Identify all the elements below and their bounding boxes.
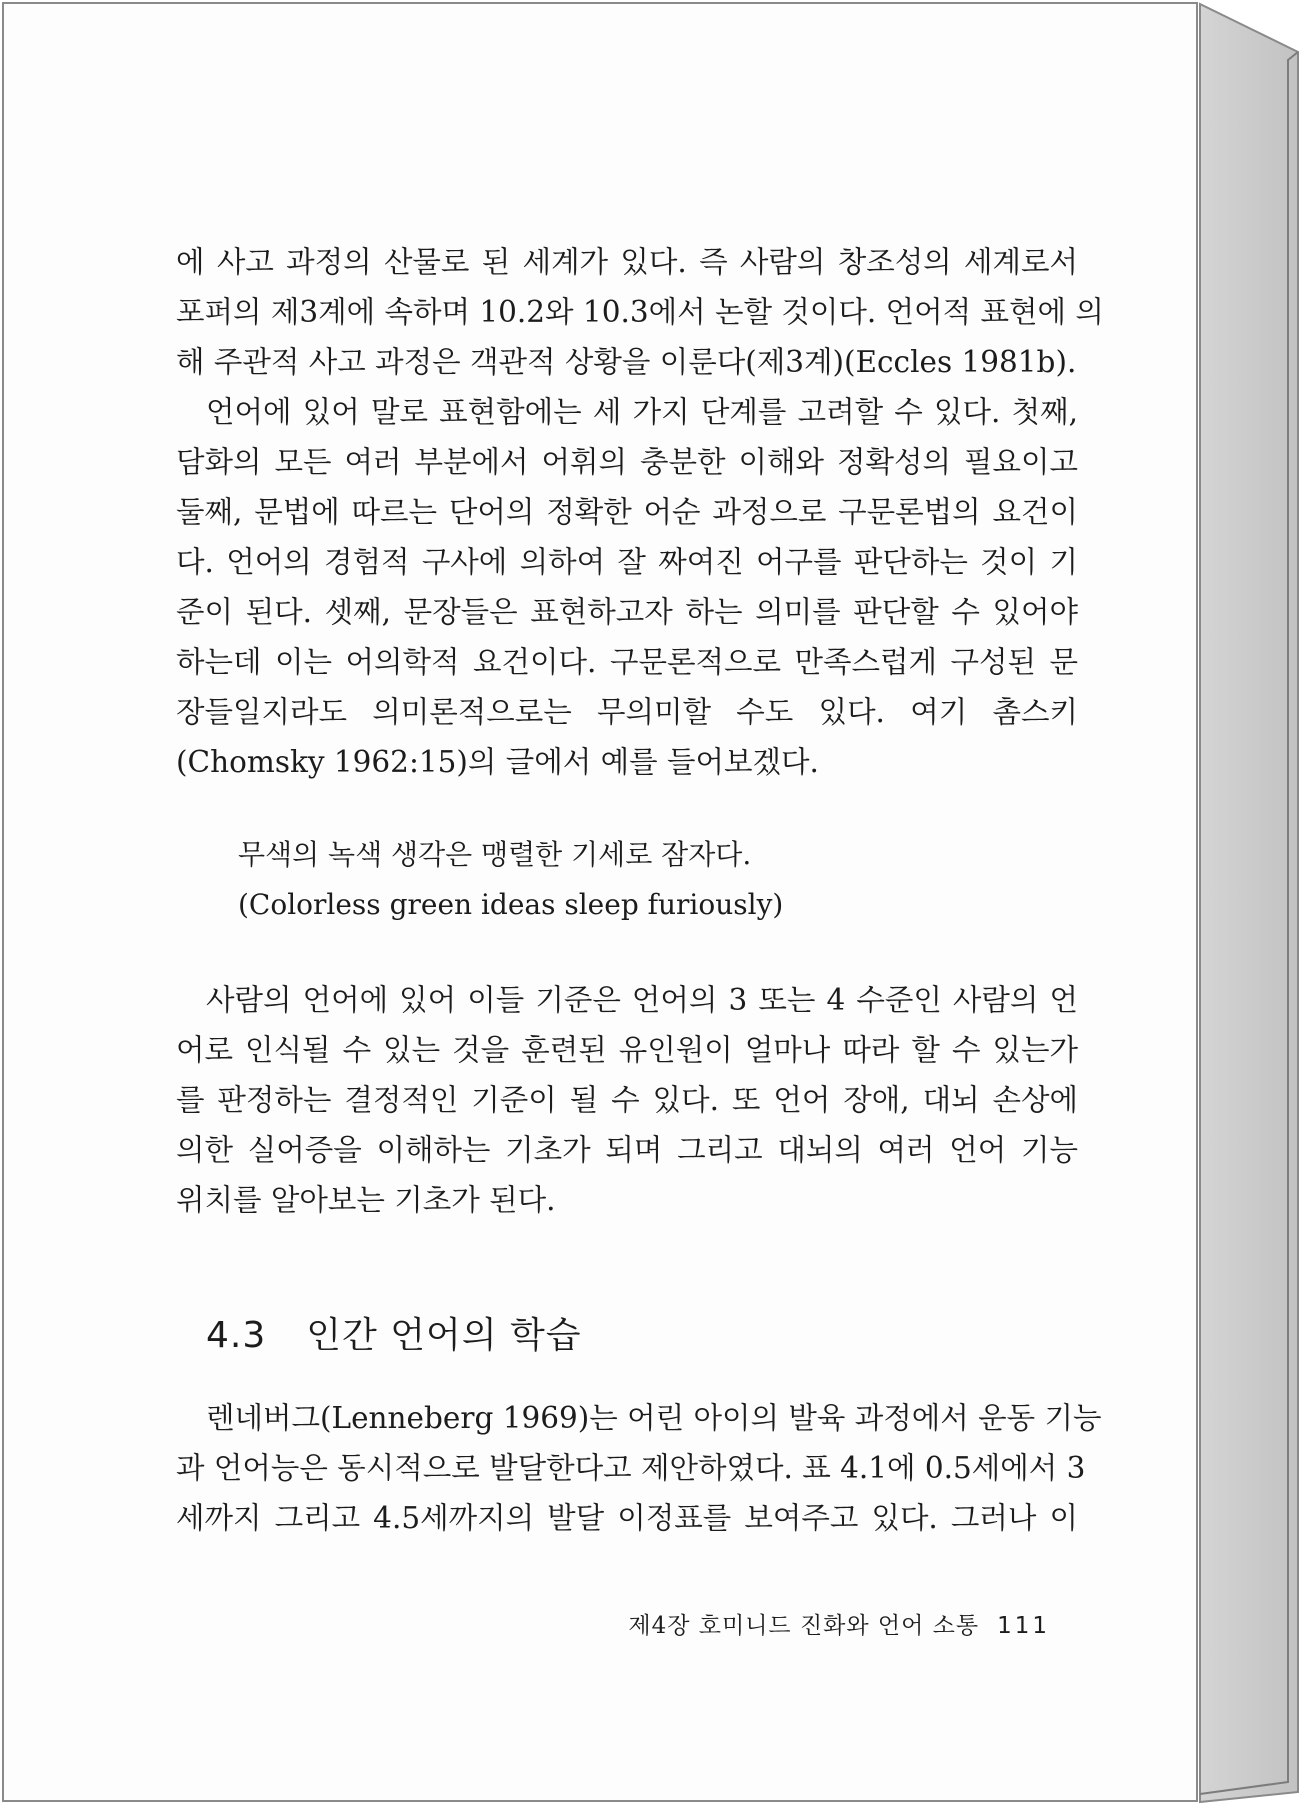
paragraph-2 (176, 387, 1078, 787)
text-line: (Chomsky 1962:15)의 글에서 예를 들어보겠다. (176, 745, 819, 779)
text-line: 포퍼의 제3계에 속하며 10.2와 10.3에서 논할 것이다. 언어적 표현에 의 (176, 295, 1104, 329)
text-line: 언어에 있어 말로 표현함에는 세 가지 단계를 고려할 수 있다. 첫째, (206, 395, 1078, 429)
paragraph-3 (176, 975, 1078, 1225)
text-line: 장들일지라도 의미론적으로는 무의미할 수도 있다. 여기 촘스키 (176, 695, 1078, 729)
text-line: 어로 인식될 수 있는 것을 훈련된 유인원이 얼마나 따라 할 수 있는가 (176, 1033, 1078, 1067)
text-line: 둘째, 문법에 따르는 단어의 정확한 어순 과정으로 구문론법의 요건이 (176, 495, 1078, 529)
paragraph-1 (176, 237, 1104, 387)
section-title: 인간 언어의 학습 (306, 1315, 582, 1356)
page-footer (590, 1607, 1050, 1640)
paragraph-4 (176, 1393, 1102, 1543)
text-line: 과 언어능은 동시적으로 발달한다고 제안하였다. 표 4.1에 0.5세에서 3 (176, 1451, 1086, 1485)
page-body (176, 237, 1104, 1543)
page-number: 111 (997, 1613, 1050, 1639)
text-line: 세까지 그리고 4.5세까지의 발달 이정표를 보여주고 있다. 그러나 이 (176, 1501, 1078, 1535)
text-line: 의한 실어증을 이해하는 기초가 되며 그리고 대뇌의 여러 언어 기능 (176, 1133, 1078, 1167)
section-number: 4.3 (206, 1315, 267, 1356)
text-line: 다. 언어의 경험적 구사에 의하여 잘 짜여진 어구를 판단하는 것이 기 (176, 545, 1078, 579)
example-quote (238, 830, 1078, 930)
text-line: 하는데 이는 어의학적 요건이다. 구문론적으로 만족스럽게 구성된 문 (176, 645, 1078, 679)
text-line: 를 판정하는 결정적인 기준이 될 수 있다. 또 언어 장애, 대뇌 손상에 (176, 1083, 1078, 1117)
quote-korean: 무색의 녹색 생각은 맹렬한 기세로 잠자다. (238, 838, 752, 871)
text-line: 렌네버그(Lenneberg 1969)는 어린 아이의 발육 과정에서 운동 기능 (206, 1401, 1102, 1435)
text-line: 해 주관적 사고 과정은 객관적 상황을 이룬다(제3계)(Eccles 1981b). (176, 345, 1077, 379)
text-line: 담화의 모든 여러 부분에서 어휘의 충분한 이해와 정확성의 필요이고 (176, 445, 1078, 479)
quote-english: (Colorless green ideas sleep furiously) (238, 888, 784, 921)
text-line: 위치를 알아보는 기초가 된다. (176, 1183, 556, 1217)
running-footer-chapter: 제4장 호미니드 진화와 언어 소통 (628, 1613, 980, 1639)
section-heading (206, 1307, 1078, 1358)
text-line: 준이 된다. 셋째, 문장들은 표현하고자 하는 의미를 판단할 수 있어야 (176, 595, 1078, 629)
text-line: 에 사고 과정의 산물로 된 세계가 있다. 즉 사람의 창조성의 세계로서 (176, 245, 1078, 279)
text-line: 사람의 언어에 있어 이들 기준은 언어의 3 또는 4 수준인 사람의 언 (206, 983, 1078, 1017)
